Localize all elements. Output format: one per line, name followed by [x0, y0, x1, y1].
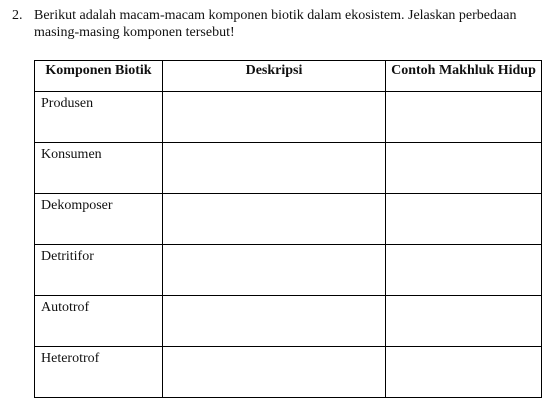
- answer-cell-contoh[interactable]: [386, 143, 542, 194]
- answer-cell-deskripsi[interactable]: [163, 296, 386, 347]
- answer-cell-deskripsi[interactable]: [163, 245, 386, 296]
- header-contoh-makhluk-hidup: Contoh Makhluk Hidup: [386, 61, 542, 92]
- row-label-dekomposer: Dekomposer: [35, 194, 163, 245]
- answer-cell-contoh[interactable]: [386, 92, 542, 143]
- table-row: [35, 347, 542, 398]
- table-row: [35, 245, 542, 296]
- row-label-detritifor: Detritifor: [35, 245, 163, 296]
- header-deskripsi: Deskripsi: [163, 61, 386, 92]
- answer-cell-contoh[interactable]: [386, 245, 542, 296]
- biotic-components-table: [34, 60, 542, 398]
- row-label-heterotrof: Heterotrof: [35, 347, 163, 398]
- answer-cell-deskripsi[interactable]: [163, 347, 386, 398]
- answer-cell-deskripsi[interactable]: [163, 143, 386, 194]
- table-row: [35, 194, 542, 245]
- question-2: [12, 7, 542, 41]
- table-header-row: [35, 61, 542, 92]
- table-row: [35, 92, 542, 143]
- answer-cell-contoh[interactable]: [386, 296, 542, 347]
- table-row: [35, 296, 542, 347]
- table-row: [35, 143, 542, 194]
- answer-cell-contoh[interactable]: [386, 347, 542, 398]
- header-komponen-biotik: Komponen Biotik: [35, 61, 163, 92]
- row-label-konsumen: Konsumen: [35, 143, 163, 194]
- question-text: Berikut adalah macam-macam komponen biotik dalam ekosistem. Jelaskan perbedaan masing-masing komponen tersebut!: [34, 8, 517, 40]
- question-number: 2.: [12, 8, 23, 23]
- answer-cell-deskripsi[interactable]: [163, 194, 386, 245]
- answer-cell-contoh[interactable]: [386, 194, 542, 245]
- row-label-autotrof: Autotrof: [35, 296, 163, 347]
- answer-cell-deskripsi[interactable]: [163, 92, 386, 143]
- row-label-produsen: Produsen: [35, 92, 163, 143]
